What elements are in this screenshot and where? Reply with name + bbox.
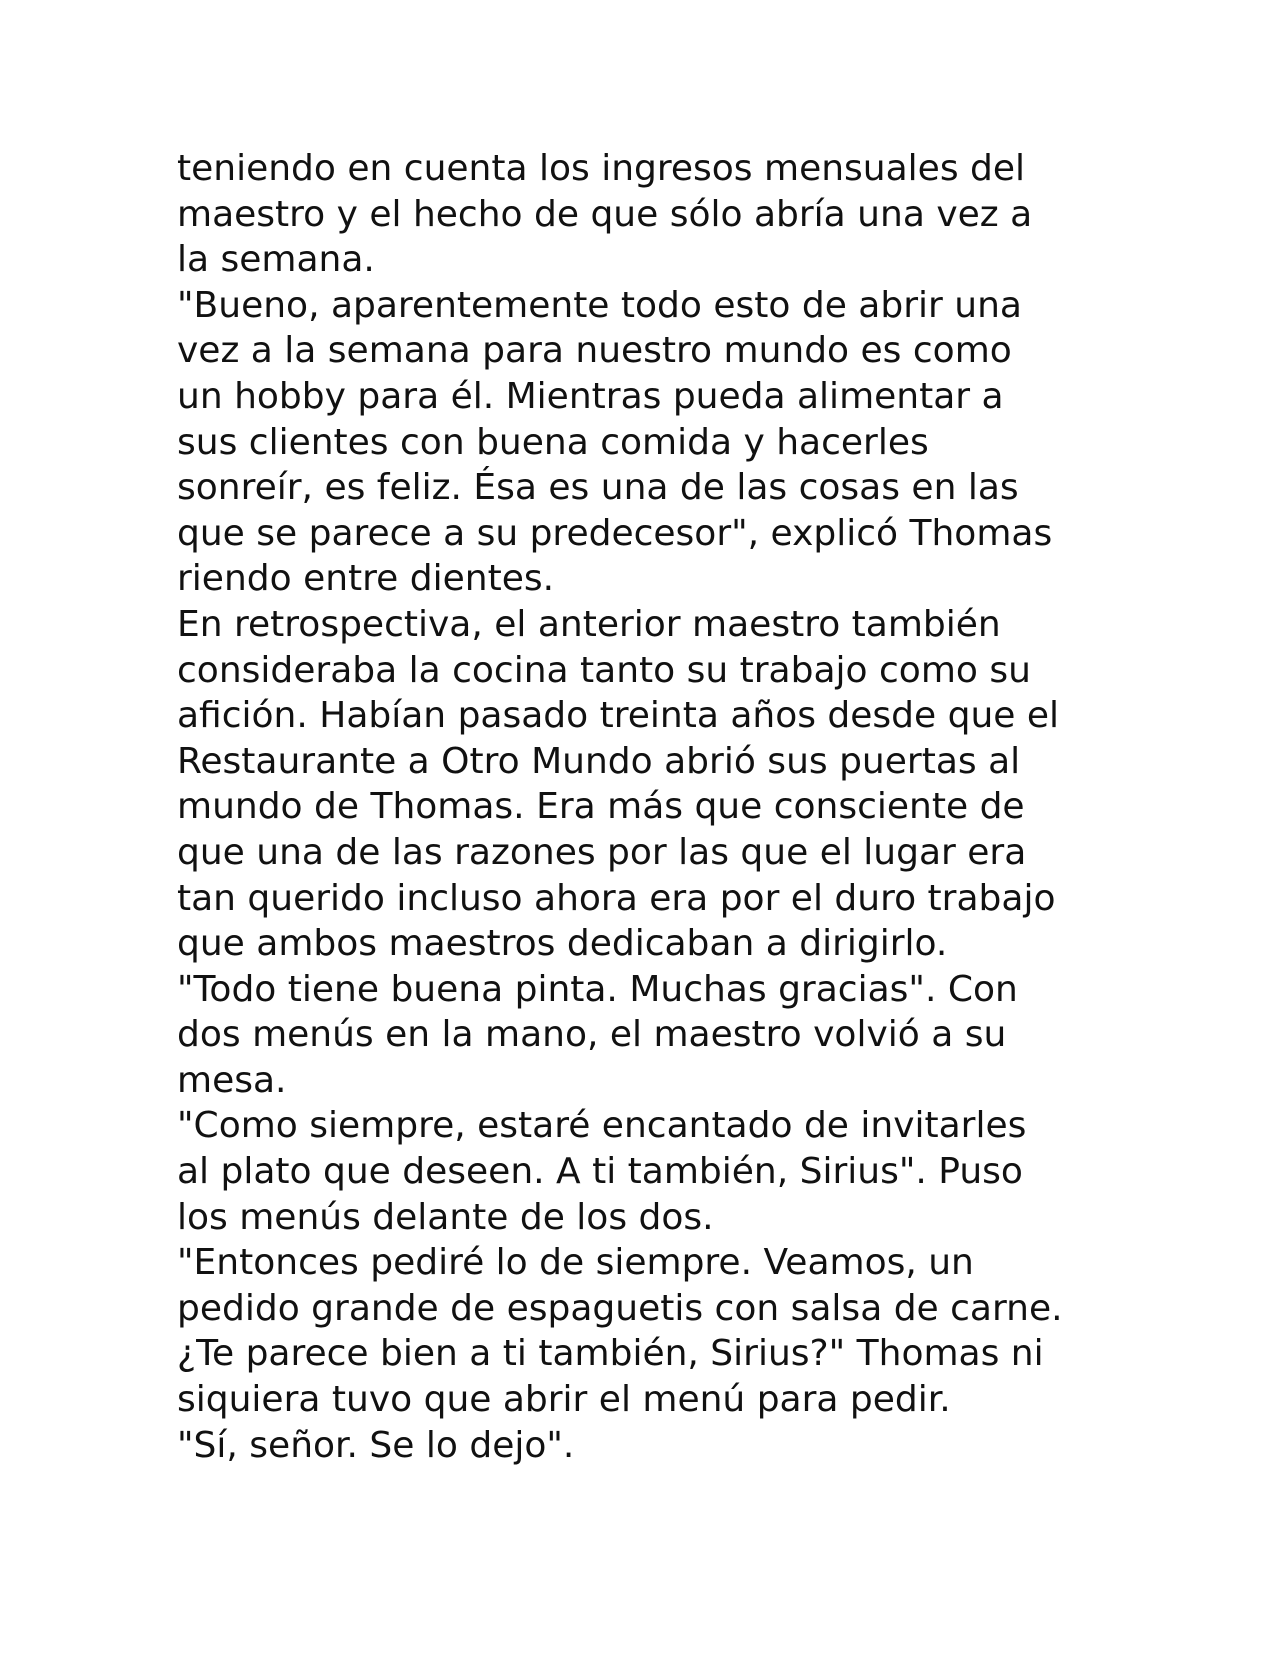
text-line: la semana. [177, 239, 375, 281]
text-line: "Todo tiene buena pinta. Muchas gracias". Con [177, 968, 1018, 1010]
text-line: mesa. [177, 1059, 287, 1101]
text-line: que ambos maestros dedicaban a dirigirlo. [177, 923, 948, 965]
text-line: al plato que deseen. A ti también, Sirius". Puso [177, 1151, 1023, 1193]
text-line: dos menús en la mano, el maestro volvió a su [177, 1014, 1007, 1056]
text-line: siquiera tuvo que abrir el menú para pedir. [177, 1379, 951, 1421]
text-line: "Como siempre, estaré encantado de invitarles [177, 1105, 1027, 1147]
text-line: vez a la semana para nuestro mundo es como [177, 330, 1012, 372]
text-line: afición. Habían pasado treinta años desde que el [177, 695, 1060, 737]
text-line: "Bueno, aparentemente todo esto de abrir una [177, 284, 1022, 326]
text-line: ¿Te parece bien a ti también, Sirius?" Thomas ni [177, 1333, 1044, 1375]
text-line: Restaurante a Otro Mundo abrió sus puertas al [177, 740, 1021, 782]
text-line: sus clientes con buena comida y hacerles [177, 421, 929, 463]
text-line: sonreír, es feliz. Ésa es una de las cosas en las [177, 467, 1019, 509]
text-line: tan querido incluso ahora era por el duro trabajo [177, 877, 1056, 919]
text-line: riendo entre dientes. [177, 558, 555, 600]
text-line: mundo de Thomas. Era más que consciente de [177, 786, 1025, 828]
text-line: teniendo en cuenta los ingresos mensuales del [177, 148, 1026, 189]
document-page [177, 146, 1117, 1468]
text-line: maestro y el hecho de que sólo abría una vez a [177, 193, 1033, 235]
text-line: En retrospectiva, el anterior maestro también [177, 603, 1001, 645]
text-line: pedido grande de espaguetis con salsa de carne. [177, 1287, 1063, 1329]
text-line: que una de las razones por las que el lugar era [177, 831, 1027, 873]
text-line: que se parece a su predecesor", explicó Thomas [177, 512, 1053, 554]
text-line: consideraba la cocina tanto su trabajo como su [177, 649, 1031, 691]
text-line: "Entonces pediré lo de siempre. Veamos, un [177, 1242, 974, 1284]
text-line: un hobby para él. Mientras pueda alimentar a [177, 375, 1004, 417]
text-line: los menús delante de los dos. [177, 1196, 714, 1238]
text-line: "Sí, señor. Se lo dejo". [177, 1424, 575, 1466]
